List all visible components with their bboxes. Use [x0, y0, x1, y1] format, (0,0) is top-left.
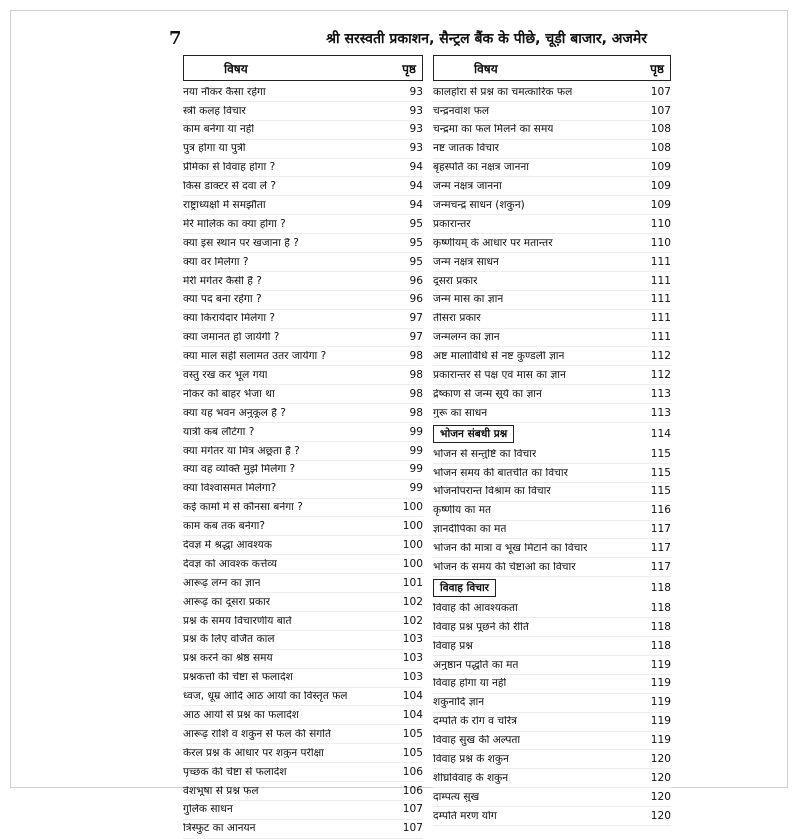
toc-entry	[433, 310, 671, 329]
publisher-line: श्री सरस्वती प्रकाशन, सैन्ट्रल बैंक के पीछे, चूड़ी बाजार, अजमेर	[326, 30, 647, 47]
toc-entry	[433, 675, 671, 694]
entry-title: क्या यह भवन अनुकूल है ?	[183, 407, 286, 419]
entry-page: 111	[650, 293, 671, 306]
toc-entry	[433, 234, 671, 253]
toc-list-right-b	[433, 445, 671, 577]
toc-entry	[433, 177, 671, 196]
entry-page: 120	[650, 790, 671, 803]
toc-entry	[183, 612, 423, 631]
toc-column-left	[183, 55, 423, 839]
entry-page: 96	[409, 274, 423, 287]
entry-page: 119	[650, 658, 671, 671]
entry-title: मेरे मालिक का क्या होगा ?	[183, 218, 286, 230]
entry-page: 115	[650, 447, 671, 460]
toc-entry	[183, 385, 423, 404]
toc-entry	[183, 593, 423, 612]
toc-entry	[183, 366, 423, 385]
entry-title: आठ आयों से प्रश्न का फलादेश	[183, 710, 300, 721]
entry-page: 117	[650, 523, 671, 536]
entry-title: देवज्ञ में श्रद्धा आवश्यक	[183, 540, 272, 551]
entry-title: क्या माल सही सलामत उतर जायेगा ?	[183, 351, 327, 362]
entry-title: आरूढ़ लग्न का ज्ञान	[183, 577, 261, 589]
toc-list-left	[183, 83, 423, 839]
entry-title: जन्मलग्न का ज्ञान	[433, 332, 500, 343]
entry-title: अष्ट मालाविधि से नष्ट कुण्डली ज्ञान	[433, 351, 565, 362]
entry-page: 106	[402, 765, 423, 778]
entry-page: 96	[409, 293, 423, 306]
entry-title: दम्पति मरण योग	[433, 810, 497, 822]
toc-column-right	[433, 55, 671, 826]
entry-title: यात्री कब लौटेगा ?	[183, 426, 255, 438]
toc-entry	[183, 121, 423, 140]
entry-title: वस्तु रख कर भूल गया	[183, 370, 268, 381]
toc-entry	[433, 366, 671, 385]
entry-title: भोजन के समय की चेष्टाओ का विचार	[433, 562, 576, 573]
entry-title: आरूढ़ राशि व शकुन से फल की संगति	[183, 728, 332, 740]
entry-page: 98	[409, 406, 423, 419]
toc-entry	[183, 574, 423, 593]
toc-entry	[183, 801, 423, 820]
toc-entry	[433, 272, 671, 291]
table-header	[183, 55, 423, 81]
page-number: 7	[169, 27, 182, 49]
entry-title: काम बनेगा या नहीं	[183, 124, 255, 136]
subject-header: विषय	[474, 61, 498, 76]
entry-page: 111	[650, 312, 671, 325]
toc-entry	[433, 656, 671, 675]
toc-entry	[433, 807, 671, 826]
entry-title: क्या विश्वासमत मिलेगा?	[183, 483, 277, 494]
entry-title: पृच्छक की चेष्टा से फलादेश	[183, 766, 287, 778]
entry-page: 98	[409, 369, 423, 381]
entry-title: चन्द्रमा का फल मिलने का समय	[433, 124, 554, 136]
toc-entry	[433, 464, 671, 483]
entry-title: क्या किरायेदार मिलेगा ?	[183, 313, 276, 324]
toc-entry	[433, 445, 671, 464]
entry-title: विवाह सुख की अल्पता	[433, 735, 521, 746]
toc-entry	[183, 442, 423, 461]
entry-page: 99	[409, 482, 423, 495]
toc-entry	[183, 177, 423, 196]
toc-entry	[183, 253, 423, 272]
entry-page: 95	[409, 255, 423, 268]
entry-page: 104	[402, 709, 423, 722]
entry-page: 107	[650, 85, 671, 98]
entry-title: आरूढ़ का दूसरा प्रकार	[183, 596, 271, 608]
entry-title: प्रकारान्तर	[433, 218, 471, 230]
entry-page: 112	[650, 369, 671, 381]
entry-page: 109	[650, 161, 671, 174]
page-header-label: पृष्ठ	[650, 61, 664, 76]
entry-page: 100	[402, 539, 423, 552]
toc-entry	[183, 688, 423, 707]
entry-page: 97	[409, 312, 423, 325]
entry-title: विवाह प्रश्न पूछने की रीति	[433, 621, 529, 633]
entry-page: 111	[650, 255, 671, 268]
table-header	[433, 55, 671, 81]
toc-entry	[183, 499, 423, 518]
entry-page: 102	[402, 595, 423, 608]
entry-title: कृष्णीयम् के आधार पर मतान्तर	[433, 237, 553, 249]
entry-page: 113	[650, 406, 671, 419]
toc-entry	[433, 215, 671, 234]
toc-entry	[183, 536, 423, 555]
toc-entry	[183, 404, 423, 423]
entry-title: प्रेमिका से विवाह होगा ?	[183, 162, 276, 173]
entry-title: क्या मंगेतर या मित्र अछूता है ?	[183, 445, 300, 457]
entry-title: देवज्ञ को आवश्क कर्त्तव्य	[183, 558, 278, 570]
entry-page: 111	[650, 331, 671, 344]
entry-title: भोजनोपरान्त विश्राम का विचार	[433, 486, 551, 498]
entry-title: दम्पति के रोग व चरित्र	[433, 716, 517, 727]
toc-entry	[183, 763, 423, 782]
toc-entry	[433, 618, 671, 637]
toc-entry	[433, 637, 671, 656]
toc-entry	[183, 820, 423, 839]
entry-title: क्या वह व्यक्ति मुझे मिलेगा ?	[183, 464, 296, 476]
entry-page: 93	[409, 85, 423, 98]
entry-page: 117	[650, 561, 671, 574]
toc-entry	[183, 669, 423, 688]
entry-page: 113	[650, 387, 671, 400]
entry-title: भोजन समय की बातचीत का विचार	[433, 467, 568, 479]
toc-list-right-a	[433, 83, 671, 423]
toc-entry	[183, 461, 423, 480]
entry-title: दाम्पत्य सुख	[433, 791, 480, 803]
entry-page: 100	[402, 501, 423, 514]
entry-title: विवाह की आवश्यकता	[433, 602, 518, 614]
entry-title: बृहस्पति का नक्षत्र जानना	[433, 162, 530, 173]
entry-page: 103	[402, 652, 423, 665]
toc-entry	[433, 599, 671, 618]
entry-page: 118	[650, 601, 671, 614]
entry-title: प्रश्नकर्त्ता की चेष्टा से फलादेश	[183, 672, 293, 683]
toc-entry	[183, 234, 423, 253]
entry-page: 94	[409, 198, 423, 211]
toc-entry	[433, 291, 671, 310]
entry-page: 107	[650, 104, 671, 117]
entry-title: काम कब तक बनेगा?	[183, 521, 265, 532]
entry-title: त्रिस्फुट का आनयन	[183, 823, 256, 834]
page-header-label: पृष्ठ	[402, 61, 416, 76]
entry-page: 105	[402, 727, 423, 740]
toc-entry	[183, 329, 423, 348]
entry-page: 120	[650, 771, 671, 784]
entry-page: 104	[402, 690, 423, 703]
toc-entry	[433, 502, 671, 521]
entry-page: 119	[650, 734, 671, 747]
entry-page: 95	[409, 236, 423, 249]
entry-title: नोकर को बाहर भेजा था	[183, 388, 275, 400]
entry-title: प्रश्न के समय विचारणीय बाते	[183, 615, 292, 627]
entry-title: भोजन से सन्तुष्टि का विचार	[433, 448, 537, 460]
toc-entry	[183, 83, 423, 102]
toc-entry	[433, 788, 671, 807]
entry-title: प्रश्न के लिए वर्जित काल	[183, 634, 275, 646]
section-heading-bhojan	[433, 425, 671, 443]
document-page	[10, 10, 788, 835]
entry-page: 101	[402, 576, 423, 589]
entry-title: भोजन की मात्रा व भूख मिटाने का विचार	[433, 543, 588, 554]
entry-title: कृष्णीय का मत	[433, 505, 492, 516]
entry-page: 107	[402, 803, 423, 816]
entry-page: 118	[650, 620, 671, 633]
entry-title: गुरू का साधन	[433, 407, 488, 419]
toc-entry	[433, 769, 671, 788]
entry-page: 103	[402, 633, 423, 646]
toc-list-right-c	[433, 599, 671, 826]
toc-entry	[433, 347, 671, 366]
entry-title: चन्द्रनवांश फल	[433, 105, 490, 117]
entry-page: 116	[650, 504, 671, 517]
entry-title: क्या इस स्थान पर खजाना है ?	[183, 237, 299, 249]
section-title: भोजन संबधी प्रश्न	[433, 425, 514, 443]
entry-page: 110	[650, 217, 671, 230]
toc-entry	[433, 385, 671, 404]
section-title: विवाह विचार	[433, 579, 496, 597]
entry-page: 109	[650, 180, 671, 193]
toc-entry	[183, 291, 423, 310]
entry-page: 99	[409, 444, 423, 457]
entry-title: विवाह प्रश्न के शकुन	[433, 754, 509, 765]
toc-entry	[433, 483, 671, 502]
entry-title: स्त्री कलह विचार	[183, 105, 246, 117]
entry-page: 118	[650, 639, 671, 652]
section-heading-vivah	[433, 579, 671, 597]
entry-page: 98	[409, 350, 423, 363]
toc-entry	[433, 140, 671, 159]
toc-entry	[433, 404, 671, 423]
entry-title: नष्ट जातक विचार	[433, 143, 500, 154]
entry-title: गुलिक साधन	[183, 804, 233, 816]
entry-page: 98	[409, 387, 423, 400]
entry-title: विवाह प्रश्न	[433, 640, 473, 652]
page-header	[169, 24, 647, 52]
entry-title: राष्ट्राध्यक्षों में समझौता	[183, 199, 266, 211]
toc-entry	[183, 102, 423, 121]
toc-entry	[433, 121, 671, 140]
entry-page: 115	[650, 485, 671, 498]
entry-page: 102	[402, 614, 423, 627]
entry-title: शकुनादि ज्ञान	[433, 697, 485, 708]
section-page: 118	[650, 582, 671, 595]
entry-page: 119	[650, 715, 671, 728]
entry-title: कई कामों में से कौनसा बनेगा ?	[183, 502, 303, 513]
toc-entry	[183, 744, 423, 763]
toc-entry	[183, 725, 423, 744]
entry-title: किस डाक्टर से दवा लें ?	[183, 181, 276, 192]
entry-page: 115	[650, 466, 671, 479]
toc-entry	[183, 706, 423, 725]
entry-page: 106	[402, 784, 423, 797]
entry-title: जन्मचन्द्र साधन (शकुन)	[433, 199, 525, 211]
entry-title: अनुष्ठान पद्धति का मत	[433, 659, 519, 671]
entry-page: 93	[409, 104, 423, 117]
entry-title: दूसरा प्रकार	[433, 275, 478, 287]
entry-title: केरल प्रश्न के आधार पर शकुन परीक्षा	[183, 747, 324, 759]
entry-title: कालहोरा से प्रश्न का चमत्कारिक फल	[433, 86, 573, 98]
entry-page: 111	[650, 274, 671, 287]
entry-title: ज्ञानदीपिका का मत	[433, 524, 507, 535]
toc-entry	[433, 159, 671, 178]
toc-entry	[433, 102, 671, 121]
entry-title: जन्म नक्षत्र साधन	[433, 256, 499, 268]
entry-title: पुत्र होगा या पुत्री	[183, 143, 246, 154]
entry-title: वेशभूषा से प्रश्न फल	[183, 785, 259, 797]
entry-title: नया नौकर कैसा रहेगा	[183, 86, 266, 98]
toc-entry	[183, 159, 423, 178]
entry-page: 120	[650, 753, 671, 766]
section-page: 114	[650, 428, 671, 441]
subject-header: विषय	[224, 61, 248, 76]
entry-page: 107	[402, 822, 423, 835]
toc-entry	[183, 650, 423, 669]
entry-page: 117	[650, 542, 671, 555]
entry-page: 108	[650, 123, 671, 136]
entry-page: 94	[409, 180, 423, 193]
entry-page: 100	[402, 557, 423, 570]
entry-page: 105	[402, 746, 423, 759]
entry-title: द्रेष्काण से जन्म सूर्य का ज्ञान	[433, 388, 542, 400]
entry-title: विवाह होगा या नहीं	[433, 678, 507, 690]
entry-title: प्रश्न करने का श्रेष्ठ समय	[183, 653, 273, 664]
toc-entry	[183, 782, 423, 801]
entry-title: प्रकारान्तर से पक्ष एवं मास का ज्ञान	[433, 370, 566, 381]
toc-entry	[433, 83, 671, 102]
entry-title: जन्म मास का ज्ञान	[433, 294, 504, 306]
entry-page: 119	[650, 696, 671, 709]
entry-page: 94	[409, 161, 423, 174]
toc-entry	[183, 517, 423, 536]
entry-page: 103	[402, 671, 423, 684]
entry-title: क्या वर मिलेगा ?	[183, 256, 249, 268]
toc-entry	[183, 347, 423, 366]
entry-title: तीसरा प्रकार	[433, 313, 481, 324]
entry-title: जन्म नक्षत्र जानना	[433, 181, 502, 192]
toc-entry	[433, 521, 671, 540]
toc-entry	[433, 732, 671, 751]
entry-title: शीघ्रविवाह के शकुन	[433, 772, 509, 784]
entry-page: 93	[409, 123, 423, 136]
toc-entry	[183, 480, 423, 499]
entry-page: 93	[409, 142, 423, 155]
entry-title: मेरी मंगेतर कैसी है ?	[183, 275, 262, 287]
toc-entry	[433, 558, 671, 577]
toc-entry	[183, 555, 423, 574]
entry-page: 99	[409, 463, 423, 476]
toc-entry	[183, 272, 423, 291]
toc-entry	[433, 329, 671, 348]
toc-entry	[433, 713, 671, 732]
entry-page: 99	[409, 425, 423, 438]
entry-page: 112	[650, 350, 671, 363]
toc-entry	[183, 631, 423, 650]
entry-page: 108	[650, 142, 671, 155]
toc-entry	[183, 140, 423, 159]
entry-page: 97	[409, 331, 423, 344]
entry-page: 119	[650, 677, 671, 690]
entry-title: ध्वज, धूम्र आदि आठ आयों का विस्तृत फल	[183, 691, 348, 702]
entry-page: 100	[402, 520, 423, 533]
entry-title: क्या पद बना रहेगा ?	[183, 294, 262, 306]
entry-page: 109	[650, 198, 671, 211]
toc-entry	[183, 215, 423, 234]
toc-entry	[433, 196, 671, 215]
toc-entry	[433, 750, 671, 769]
toc-entry	[433, 253, 671, 272]
entry-page: 110	[650, 236, 671, 249]
toc-entry	[433, 539, 671, 558]
entry-page: 120	[650, 809, 671, 822]
toc-entry	[183, 423, 423, 442]
entry-page: 95	[409, 217, 423, 230]
toc-entry	[433, 694, 671, 713]
toc-entry	[183, 196, 423, 215]
entry-title: क्या जमानत हो जायेगी ?	[183, 332, 280, 343]
toc-entry	[183, 310, 423, 329]
